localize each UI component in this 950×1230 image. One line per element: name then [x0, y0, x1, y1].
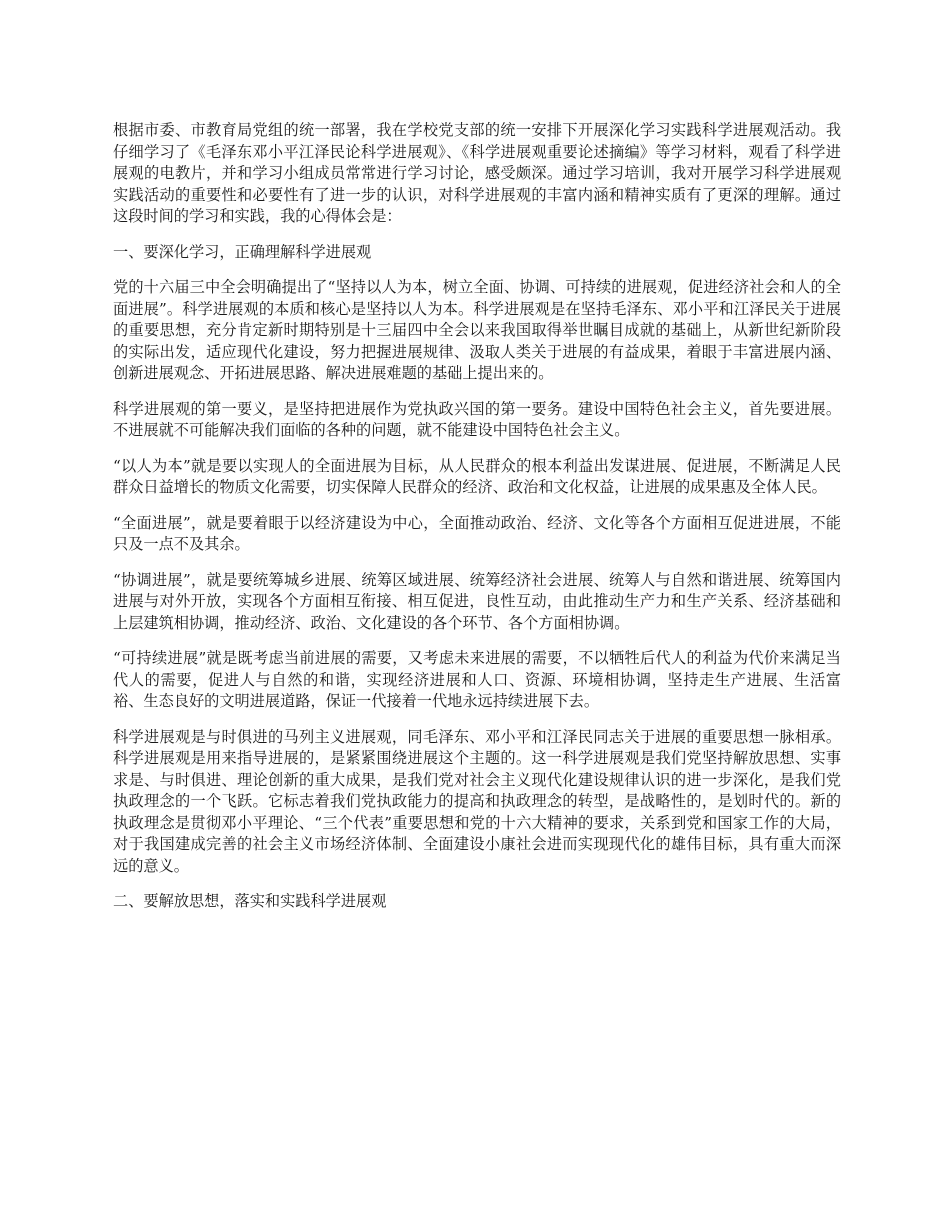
paragraph-6: “可持续进展”就是既考虑当前进展的需要，又考虑未来进展的需要，不以牺牲后代人的利益为代价来满足当代人的需要，促进人与自然的和谐，实现经济进展和人口、资源、环境相协调，坚持走生产进展、生活富裕、生态良好的文明进展道路，保证一代接着一代地永远持续进展下去。	[113, 649, 841, 710]
intro-paragraph: 根据市委、市教育局党组的统一部署，我在学校党支部的统一安排下开展深化学习实践科学进展观活动。我仔细学习了《毛泽东邓小平江泽民论科学进展观》、《科学进展观重要论述摘编》等学习材料，观看了科学进展观的电教片，并和学习小组成员常常进行学习讨论，感受颇深。通过学习培训，我对开展学习科学进展观实践活动的重要性和必要性有了进一步的认识，对科学进展观的丰富内涵和精神实质有了更深的理解。通过这段时间的学习和实践，我的心得体会是：	[113, 121, 841, 225]
paragraph-2: 科学进展观的第一要义，是坚持把进展作为党执政兴国的第一要务。建设中国特色社会主义，首先要进展。不进展就不可能解决我们面临的各种的问题，就不能建设中国特色社会主义。	[113, 399, 841, 439]
section-heading-2: 二、要解放思想，落实和实践科学进展观	[113, 892, 387, 910]
document-body	[113, 120, 841, 927]
paragraph-1: 党的十六届三中全会明确提出了“坚持以人为本，树立全面、协调、可持续的进展观，促进经济社会和人的全面进展”。科学进展观的本质和核心是坚持以人为本。科学进展观是在坚持毛泽东、邓小平和江泽民关于进展的重要思想，充分肯定新时期特别是十三届四中全会以来我国取得举世瞩目成就的基础上，从新世纪新阶段的实际出发，适应现代化建设，努力把握进展规律、汲取人类关于进展的有益成果，着眼于丰富进展内涵、创新进展观念、开拓进展思路、解决进展难题的基础上提出来的。	[113, 278, 841, 382]
section-heading-1: 一、要深化学习，正确理解科学进展观	[113, 242, 372, 261]
paragraph-4: “全面进展”，就是要着眼于以经济建设为中心，全面推动政治、经济、文化等各个方面相互促进进展，不能只及一点不及其余。	[113, 513, 841, 553]
paragraph-3: “以人为本”就是要以实现人的全面进展为目标，从人民群众的根本利益出发谋进展、促进展，不断满足人民群众日益增长的物质文化需要，切实保障人民群众的经济、政治和文化权益，让进展的成果惠及全体人民。	[113, 456, 841, 496]
paragraph-7: 科学进展观是与时俱进的马列主义进展观，同毛泽东、邓小平和江泽民同志关于进展的重要思想一脉相承。科学进展观是用来指导进展的，是紧紧围绕进展这个主题的。这一科学进展观是我们党坚持解放思想、实事求是、与时俱进、理论创新的重大成果，是我们党对社会主义现代化建设规律认识的进一步深化，是我们党执政理念的一个飞跃。它标志着我们党执政能力的提高和执政理念的转型，是战略性的，是划时代的。新的执政理念是贯彻邓小平理论、“三个代表”重要思想和党的十六大精神的要求，关系到党和国家工作的大局，对于我国建成完善的社会主义市场经济体制、全面建设小康社会进而实现现代化的雄伟目标，具有重大而深远的意义。	[113, 727, 841, 875]
paragraph-5: “协调进展”，就是要统筹城乡进展、统筹区域进展、统筹经济社会进展、统筹人与自然和谐进展、统筹国内进展与对外开放，实现各个方面相互衔接、相互促进，良性互动，由此推动生产力和生产关系、经济基础和上层建筑相协调，推动经济、政治、文化建设的各个环节、各个方面相协调。	[113, 570, 841, 632]
